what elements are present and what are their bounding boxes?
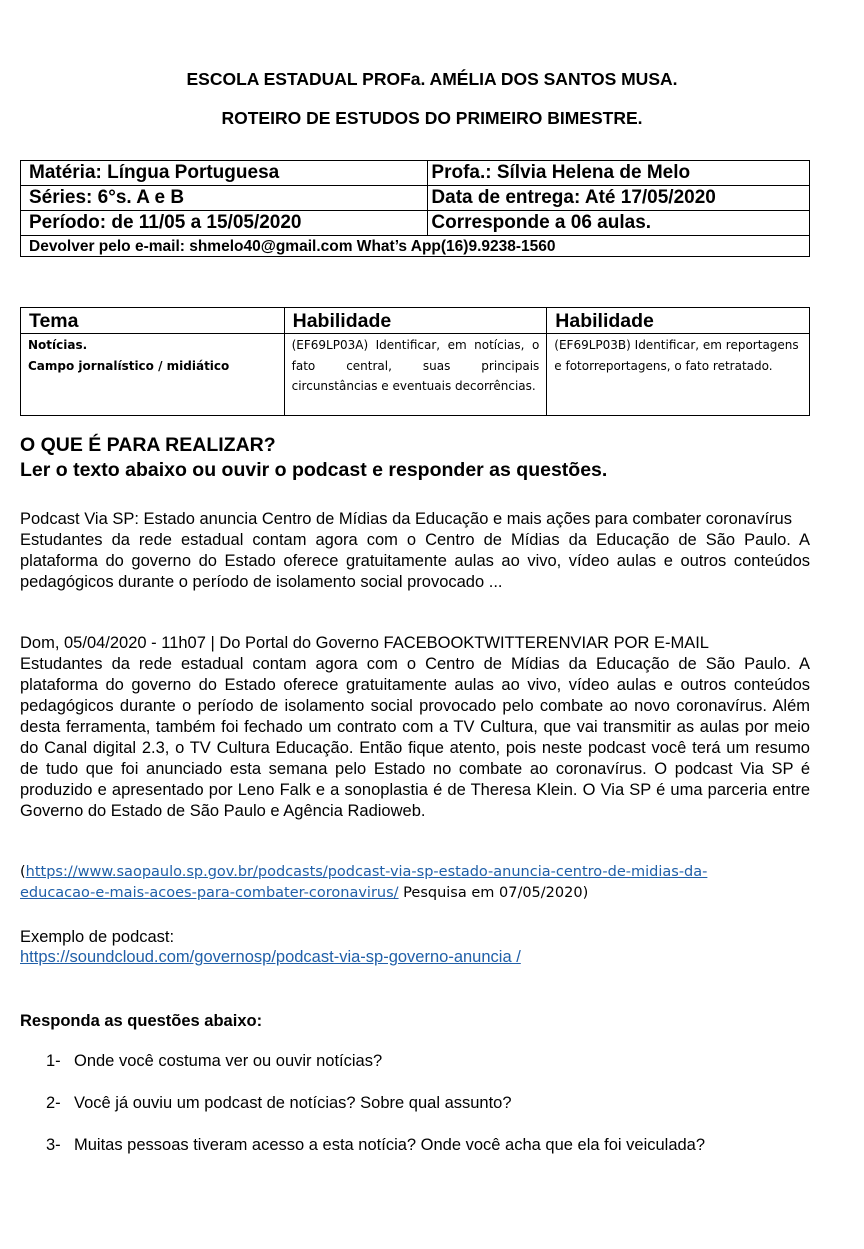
document-subtitle: ROTEIRO DE ESTUDOS DO PRIMEIRO BIMESTRE. xyxy=(221,108,643,128)
source-note: Pesquisa em 07/05/2020) xyxy=(398,885,589,901)
example-label: Exemplo de podcast: xyxy=(20,928,175,946)
question-text: Você já ouviu um podcast de notícias? Sobre qual assunto? xyxy=(74,1094,512,1112)
example-link[interactable]: https://soundcloud.com/governosp/podcast-via-sp-governo-anuncia / xyxy=(20,948,521,966)
lessons-cell: Corresponde a 06 aulas. xyxy=(428,211,810,236)
theme-line-2: Campo jornalístico / midiático xyxy=(28,358,230,373)
podcast-example xyxy=(20,927,521,967)
question-item xyxy=(46,1094,512,1113)
article-meta: Dom, 05/04/2020 - 11h07 | Do Portal do Governo FACEBOOKTWITTERENVIAR POR E-MAIL xyxy=(20,634,709,652)
skill-header-2: Habilidade xyxy=(547,308,810,334)
skill-cell-2: (EF69LP03B) Identificar, em reportagens e fotorreportagens, o fato retratado. xyxy=(547,334,810,416)
question-item xyxy=(46,1136,705,1155)
article-intro xyxy=(20,509,810,593)
info-table xyxy=(20,160,810,257)
question-number: 3- xyxy=(46,1136,61,1154)
theme-cell xyxy=(21,334,285,416)
grades-cell: Séries: 6°s. A e B xyxy=(21,186,428,211)
task-heading: O QUE É PARA REALIZAR? xyxy=(20,434,276,456)
article-body: Estudantes da rede estadual contam agora com o Centro de Mídias da Educação de São Paulo. A plataforma do governo do Estado oferece gratuitamente aulas ao vivo, vídeo aulas e outros conteúdos pedagógicos durante o período de isolamento social provocado pelo combate ao novo coronavírus. Além desta ferramenta, também foi fechado um contrato com a TV Cultura, que vai transmitir as aulas por meio do Canal digital 2.3, o TV Cultura Educação. Então fique atento, pois neste podcast você terá um resumo de tudo que foi anunciado esta semana pelo Estado no combate ao coronavírus. O podcast Via SP é produzido e apresentado por Leno Falk e a sonoplastia é de Theresa Klein. O Via SP é uma parceria entre Governo do Estado de São Paulo e Agência Radioweb. xyxy=(20,655,810,820)
skill-header-1: Habilidade xyxy=(284,308,547,334)
question-text: Muitas pessoas tiveram acesso a esta notícia? Onde você acha que ela foi veiculada? xyxy=(74,1136,706,1154)
skill-cell-1: (EF69LP03A) Identificar, em notícias, o fato central, suas principais circunstâncias e eventuais decorrências. xyxy=(284,334,547,416)
source-reference xyxy=(20,862,810,904)
article-content xyxy=(20,633,810,822)
theme-line-1: Notícias. xyxy=(28,338,88,352)
subject-cell: Matéria: Língua Portuguesa xyxy=(21,161,428,186)
source-url-line-1: https://www.saopaulo.sp.gov.br/podcasts/podcast-via-sp-estado-anuncia-centro-de-midias-da- xyxy=(25,864,708,880)
contact-cell: Devolver pelo e-mail: shmelo40@gmail.com What’s App(16)9.9238-1560 xyxy=(21,236,810,257)
article-title: Podcast Via SP: Estado anuncia Centro de Mídias da Educação e mais ações para combater coronavírus xyxy=(20,510,792,528)
article-summary: Estudantes da rede estadual contam agora com o Centro de Mídias da Educação de São Paulo. A plataforma do governo do Estado oferece gratuitamente aulas ao vivo, vídeo aulas e outros conteúdos pedagógicos durante o período de isolamento social provocado ... xyxy=(20,531,810,591)
period-cell: Período: de 11/05 a 15/05/2020 xyxy=(21,211,428,236)
question-item xyxy=(46,1052,382,1071)
question-number: 1- xyxy=(46,1052,61,1070)
source-url-line-2: educacao-e-mais-acoes-para-combater-coronavirus/ xyxy=(20,885,399,901)
questions-heading: Responda as questões abaixo: xyxy=(20,1012,263,1030)
question-number: 2- xyxy=(46,1094,61,1112)
school-name: ESCOLA ESTADUAL PROFa. AMÉLIA DOS SANTOS MUSA. xyxy=(186,69,678,89)
skills-table xyxy=(20,307,810,416)
question-text: Onde você costuma ver ou ouvir notícias? xyxy=(74,1052,383,1070)
task-subheading: Ler o texto abaixo ou ouvir o podcast e responder as questões. xyxy=(20,459,608,481)
due-date-cell: Data de entrega: Até 17/05/2020 xyxy=(428,186,810,211)
source-open-paren: ( xyxy=(20,864,26,880)
theme-header: Tema xyxy=(21,308,285,334)
teacher-cell: Profa.: Sílvia Helena de Melo xyxy=(428,161,810,186)
source-link[interactable] xyxy=(20,864,707,901)
